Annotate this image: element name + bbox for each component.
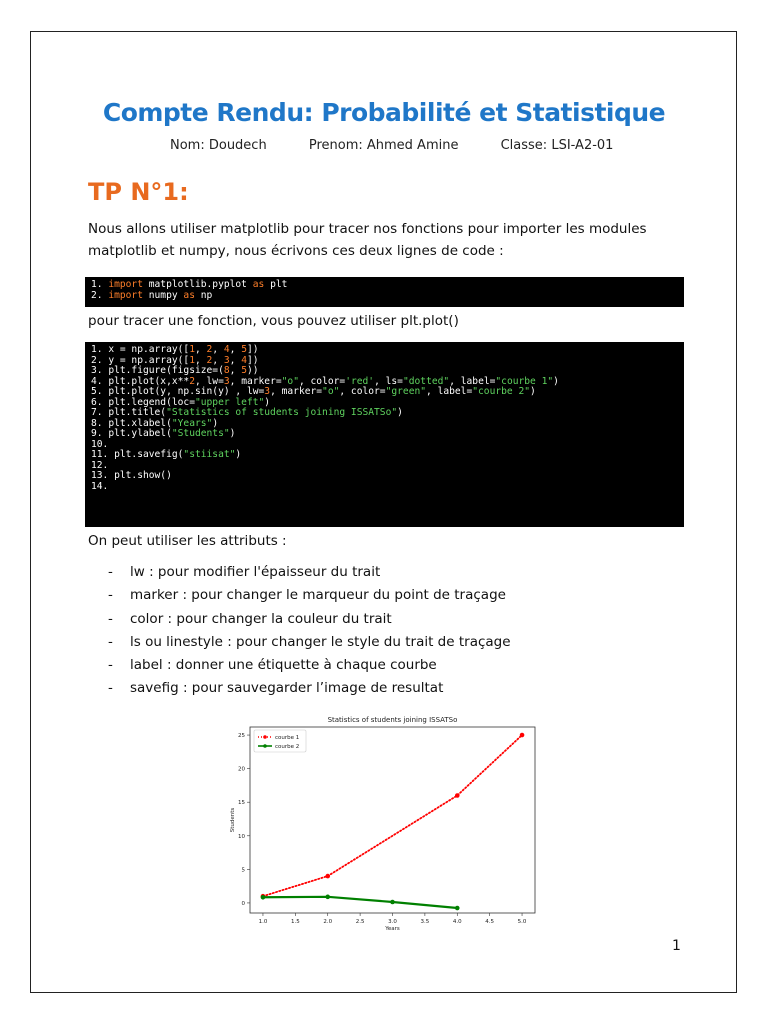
code-token: ) xyxy=(229,428,236,439)
code-block-plot xyxy=(85,342,684,527)
code-line xyxy=(91,461,678,472)
code-token: 5 xyxy=(241,365,247,376)
code-token: "courbe 1" xyxy=(495,375,554,387)
code-token: , xyxy=(194,354,207,366)
code-token: ) xyxy=(212,417,219,429)
y-tick-label: 20 xyxy=(238,766,245,773)
code-token: 5. plt.plot(y, np.sin(y) , lw= xyxy=(91,386,265,397)
code-line xyxy=(91,471,678,482)
x-tick-label: 4.0 xyxy=(452,919,462,925)
code-token: 2. y = np.array([ xyxy=(91,354,190,366)
y-tick-label: 10 xyxy=(238,833,245,840)
student-info xyxy=(170,138,613,153)
series-1-point xyxy=(455,793,460,798)
code-token: "Students" xyxy=(171,428,230,439)
code-line xyxy=(91,482,678,493)
code-token: 1 xyxy=(189,344,195,355)
code-token: , xyxy=(229,365,242,376)
code-token: "Years" xyxy=(171,417,213,429)
code-line xyxy=(91,291,678,302)
code-token: , color= xyxy=(339,386,386,397)
attribute-item: - label : donner une étiquette à chaque courbe xyxy=(108,654,511,677)
code-token: import xyxy=(108,289,143,301)
code-token: "green" xyxy=(385,386,427,397)
code-token: ]) xyxy=(247,354,259,366)
plot-intro-text: pour tracer une fonction, vous pouvez utiliser plt.plot() xyxy=(88,313,459,329)
attribute-item: - savefig : pour sauvegarder l’image de resultat xyxy=(108,677,511,700)
attribute-item: - marker : pour changer le marqueur du point de traçage xyxy=(108,584,511,607)
code-token: "dotted" xyxy=(402,375,450,387)
code-token: 2 xyxy=(206,344,213,355)
legend-label-2: courbe 2 xyxy=(275,744,300,750)
code-token: 'red' xyxy=(345,375,375,387)
code-token: "stiisat" xyxy=(183,449,236,460)
series-line-2 xyxy=(263,897,457,908)
code-token: , xyxy=(212,354,224,366)
x-tick-label: 2.0 xyxy=(323,919,333,925)
code-token: 1. xyxy=(91,279,109,290)
legend-marker-1 xyxy=(263,735,267,739)
code-token: 10. xyxy=(91,438,109,450)
code-token: as xyxy=(183,289,195,301)
attribute-item: - ls ou linestyle : pour changer le style du trait de traçage xyxy=(108,631,511,654)
code-token: 12. xyxy=(91,459,109,471)
intro-line-2: matplotlib et numpy, nous écrivons ces deux lignes de code : xyxy=(88,243,504,259)
attributes-intro: On peut utiliser les attributs : xyxy=(88,533,287,549)
code-token: 6. plt.legend(loc= xyxy=(91,396,195,408)
code-token: "o" xyxy=(322,386,340,397)
code-token: "upper left" xyxy=(194,396,265,408)
page-number: 1 xyxy=(672,938,681,954)
code-token: "Statistics of students joining ISSATSo" xyxy=(166,407,398,418)
code-token: 11. plt.savefig( xyxy=(91,449,184,460)
code-token: np xyxy=(194,289,213,301)
code-token: )) xyxy=(246,365,259,376)
code-token: 2 xyxy=(189,375,195,387)
code-token: , label= xyxy=(426,386,473,397)
y-axis-label: Students xyxy=(230,807,236,833)
code-token: , lw= xyxy=(194,375,224,387)
plot-area-frame xyxy=(250,727,535,913)
series-1-point xyxy=(325,874,330,879)
code-token: 8. plt.xlabel( xyxy=(91,417,172,429)
document-title: Compte Rendu: Probabilité et Statistique xyxy=(102,98,666,127)
code-token: 1 xyxy=(189,354,195,366)
y-tick-label: 0 xyxy=(241,900,245,907)
x-tick-label: 2.5 xyxy=(355,919,365,925)
y-tick-label: 5 xyxy=(241,867,245,874)
code-token: ) xyxy=(553,375,559,387)
legend-marker-2 xyxy=(263,744,267,748)
series-line-1 xyxy=(263,735,522,896)
code-token: , label= xyxy=(449,375,496,387)
code-line xyxy=(91,429,678,440)
attribute-item: - lw : pour modifier l'épaisseur du trait xyxy=(108,561,511,584)
code-token: plt xyxy=(264,279,288,290)
student-class: Classe: LSI-A2-01 xyxy=(500,138,614,153)
attributes-list xyxy=(108,561,511,701)
y-tick-label: 15 xyxy=(238,800,245,807)
code-token: 9. plt.ylabel( xyxy=(91,428,172,439)
code-token: 2 xyxy=(206,354,213,366)
code-token: ) xyxy=(264,396,271,408)
code-token: , ls= xyxy=(374,375,403,387)
code-token: ) xyxy=(530,386,536,397)
code-token: ]) xyxy=(247,344,259,355)
code-token: ) xyxy=(397,407,403,418)
student-firstname: Prenom: Ahmed Amine xyxy=(308,138,459,153)
series-2-point xyxy=(390,900,395,905)
code-token: 3 xyxy=(223,354,230,366)
series-1-point xyxy=(520,733,525,738)
x-tick-label: 1.0 xyxy=(258,919,268,925)
code-token: , xyxy=(212,344,224,355)
series-2-point xyxy=(325,895,330,900)
x-tick-label: 4.5 xyxy=(485,919,495,925)
student-name: Nom: Doudech xyxy=(170,138,267,153)
section-heading: TP N°1: xyxy=(88,178,189,206)
x-tick-label: 5.0 xyxy=(517,919,527,925)
code-token: as xyxy=(252,279,265,290)
code-token: 5 xyxy=(241,344,248,355)
code-token: 4. plt.plot(x,x** xyxy=(91,375,190,387)
code-token: 4 xyxy=(223,344,230,355)
code-token: 7. plt.title( xyxy=(91,407,167,418)
code-token: numpy xyxy=(142,289,184,301)
code-token: , xyxy=(229,354,242,366)
x-tick-label: 1.5 xyxy=(290,919,300,925)
code-token: 2. xyxy=(91,289,109,301)
intro-line-1: Nous allons utiliser matplotlib pour tracer nos fonctions pour importer les modules xyxy=(88,221,647,237)
y-tick-label: 25 xyxy=(238,733,245,740)
code-token: , marker= xyxy=(229,375,282,387)
code-token: "o" xyxy=(281,375,299,387)
code-token: 3 xyxy=(223,375,230,387)
code-token: 3. plt.figure(figsize=( xyxy=(91,365,224,376)
code-token: import xyxy=(108,279,143,290)
code-token: 13. plt.show() xyxy=(91,470,172,481)
code-token: ) xyxy=(235,449,242,460)
chart-title: Statistics of students joining ISSATSo xyxy=(327,716,458,724)
x-tick-label: 3.0 xyxy=(388,919,397,925)
code-token: matplotlib.pyplot xyxy=(142,279,253,290)
attribute-item: - color : pour changer la couleur du trait xyxy=(108,608,511,631)
code-block-imports xyxy=(85,277,684,307)
code-token: 1. x = np.array([ xyxy=(91,344,190,355)
code-token: , color= xyxy=(298,375,346,387)
code-token: 4 xyxy=(241,354,248,366)
x-tick-label: 3.5 xyxy=(420,919,430,925)
series-2-point xyxy=(261,895,266,900)
intro-paragraph xyxy=(88,218,678,262)
series-2-point xyxy=(455,906,460,911)
x-axis-label: Years xyxy=(385,926,400,932)
code-token: "courbe 2" xyxy=(472,386,531,397)
code-token: 8 xyxy=(223,365,230,376)
code-line xyxy=(91,450,678,461)
line-chart xyxy=(225,710,543,932)
code-token: , xyxy=(194,344,207,355)
code-token: 14. xyxy=(91,480,109,492)
code-token: , marker= xyxy=(270,386,323,397)
code-token: , xyxy=(229,344,242,355)
code-token: 3 xyxy=(264,386,271,397)
legend-label-1: courbe 1 xyxy=(275,735,300,741)
